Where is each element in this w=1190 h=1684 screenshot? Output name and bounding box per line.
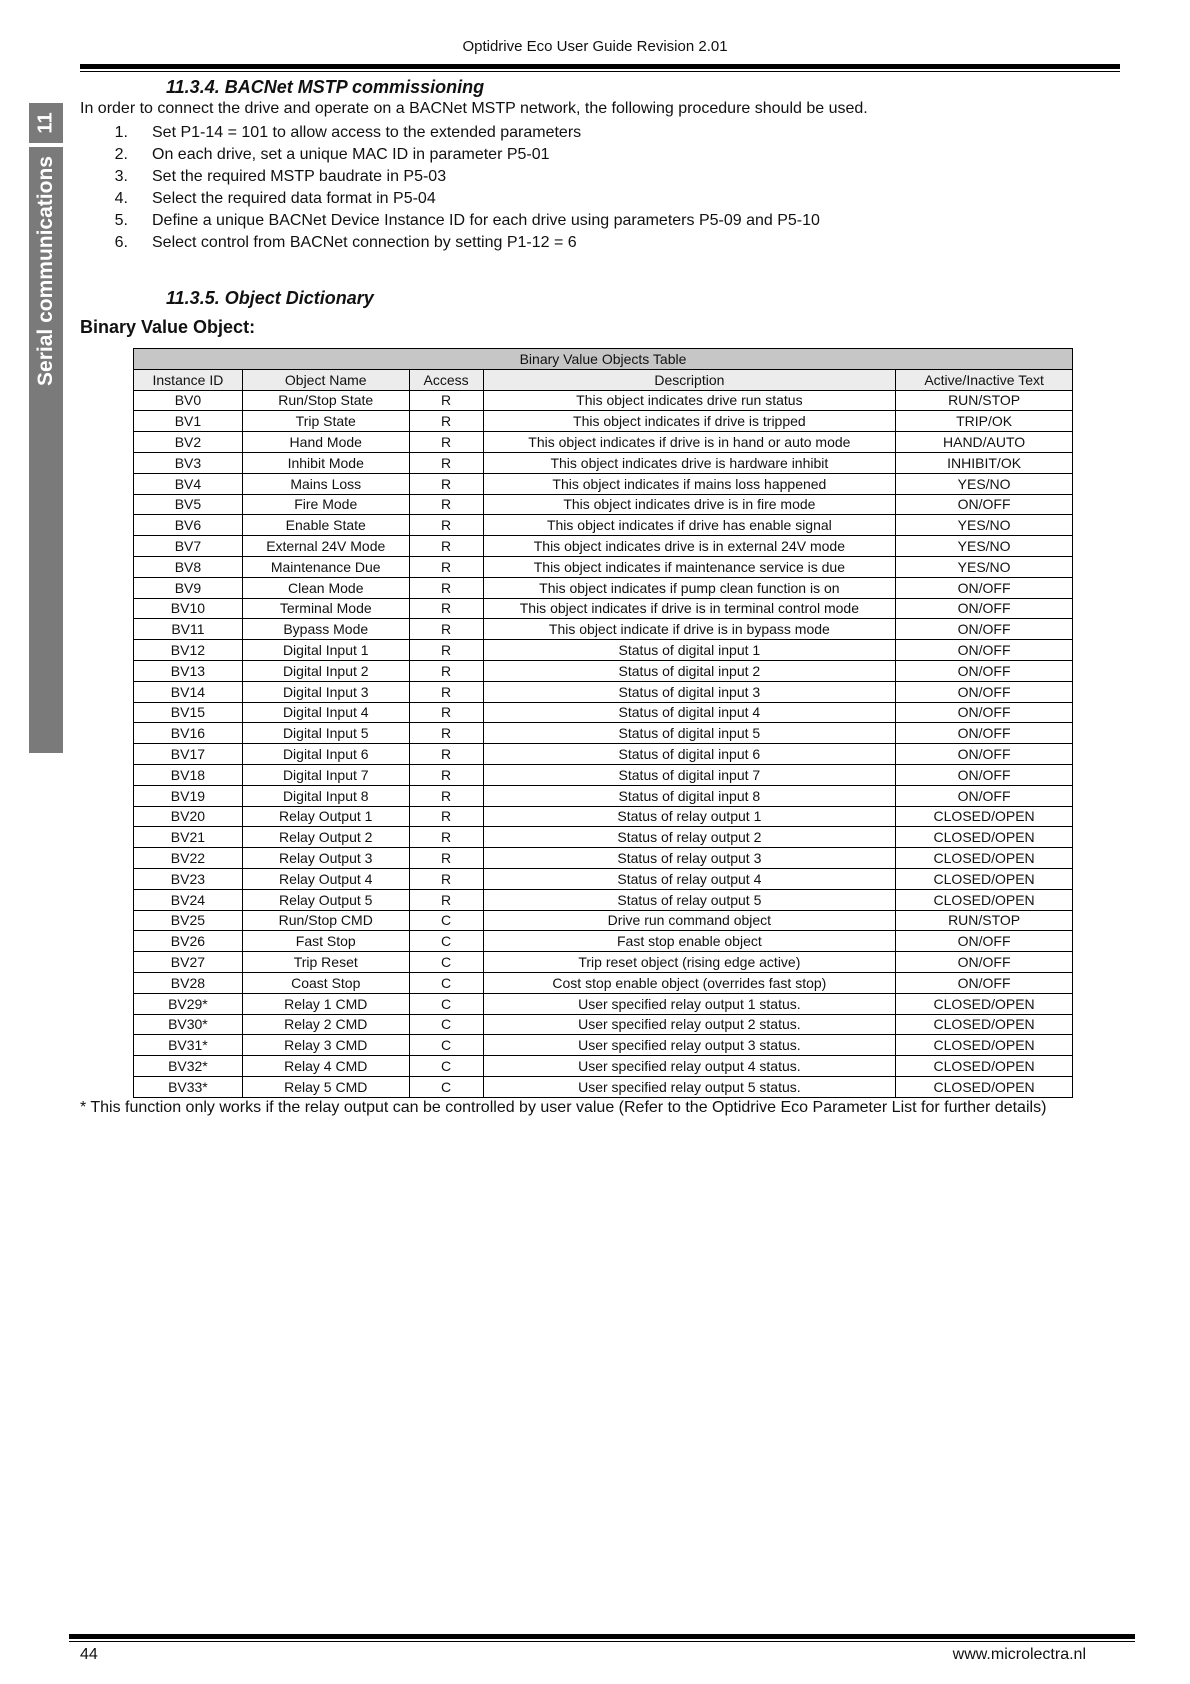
active-inactive-text-cell: ON/OFF (896, 952, 1073, 973)
access-cell: C (409, 952, 483, 973)
access-cell: R (409, 556, 483, 577)
step-text: Set the required MSTP baudrate in P5-03 (152, 168, 447, 185)
page-header-title: Optidrive Eco User Guide Revision 2.01 (462, 38, 728, 55)
object-name-cell: Digital Input 4 (242, 702, 409, 723)
step-text: Select the required data format in P5-04 (152, 190, 436, 207)
instance-id-cell: BV12 (134, 640, 243, 661)
instance-id-cell: BV16 (134, 723, 243, 744)
instance-id-cell: BV33* (134, 1076, 243, 1097)
access-cell: R (409, 536, 483, 557)
column-header: Access (409, 369, 483, 390)
table-row (134, 723, 1073, 744)
column-header: Instance ID (134, 369, 243, 390)
instance-id-cell: BV11 (134, 619, 243, 640)
instance-id-cell: BV2 (134, 432, 243, 453)
active-inactive-text-cell: RUN/STOP (896, 910, 1073, 931)
description-cell: Status of digital input 8 (483, 785, 896, 806)
active-inactive-text-cell: ON/OFF (896, 764, 1073, 785)
procedure-step (80, 144, 820, 166)
step-number: 2. (114, 146, 128, 163)
instance-id-cell: BV26 (134, 931, 243, 952)
table-row (134, 473, 1073, 494)
table-row (134, 536, 1073, 557)
footnote: * This function only works if the relay output can be controlled by user value (Refer to the Optidrive Eco Parameter List for further details) (80, 1099, 1047, 1116)
instance-id-cell: BV23 (134, 868, 243, 889)
object-name-cell: Coast Stop (242, 972, 409, 993)
object-name-cell: Enable State (242, 515, 409, 536)
section-heading-dictionary: 11.3.5. Object Dictionary (166, 288, 374, 308)
instance-id-cell: BV30* (134, 1014, 243, 1035)
object-name-cell: Mains Loss (242, 473, 409, 494)
object-name-cell: Relay Output 2 (242, 827, 409, 848)
instance-id-cell: BV6 (134, 515, 243, 536)
intro-paragraph: In order to connect the drive and operate on a BACNet MSTP network, the following procedure should be used. (80, 100, 868, 117)
header-rule (80, 64, 1120, 69)
table-row (134, 556, 1073, 577)
description-cell: Fast stop enable object (483, 931, 896, 952)
description-cell: This object indicates drive is in external 24V mode (483, 536, 896, 557)
step-text: Define a unique BACNet Device Instance ID for each drive using parameters P5-09 and P5-10 (152, 212, 820, 229)
chapter-number-tab (29, 103, 63, 147)
table-row (134, 390, 1073, 411)
object-name-cell: Clean Mode (242, 577, 409, 598)
table-row (134, 931, 1073, 952)
section-heading-mstp: 11.3.4. BACNet MSTP commissioning (166, 77, 485, 97)
active-inactive-text-cell: ON/OFF (896, 577, 1073, 598)
instance-id-cell: BV10 (134, 598, 243, 619)
table-row (134, 848, 1073, 869)
object-name-cell: Relay Output 4 (242, 868, 409, 889)
object-name-cell: Relay 5 CMD (242, 1076, 409, 1097)
page-number: 44 (80, 1646, 98, 1663)
instance-id-cell: BV18 (134, 764, 243, 785)
access-cell: C (409, 1014, 483, 1035)
instance-id-cell: BV28 (134, 972, 243, 993)
active-inactive-text-cell: ON/OFF (896, 744, 1073, 765)
instance-id-cell: BV31* (134, 1035, 243, 1056)
table-row (134, 640, 1073, 661)
step-number: 5. (114, 212, 128, 229)
procedure-step (80, 166, 820, 188)
instance-id-cell: BV8 (134, 556, 243, 577)
active-inactive-text-cell: ON/OFF (896, 723, 1073, 744)
description-cell: Status of digital input 1 (483, 640, 896, 661)
access-cell: R (409, 848, 483, 869)
access-cell: C (409, 1035, 483, 1056)
procedure-step (80, 232, 820, 254)
table-row (134, 411, 1073, 432)
instance-id-cell: BV17 (134, 744, 243, 765)
object-name-cell: Digital Input 8 (242, 785, 409, 806)
instance-id-cell: BV1 (134, 411, 243, 432)
object-name-cell: Digital Input 1 (242, 640, 409, 661)
table-row (134, 598, 1073, 619)
table-row (134, 702, 1073, 723)
object-name-cell: External 24V Mode (242, 536, 409, 557)
step-number: 1. (114, 124, 128, 141)
access-cell: R (409, 785, 483, 806)
access-cell: R (409, 473, 483, 494)
active-inactive-text-cell: CLOSED/OPEN (896, 848, 1073, 869)
object-name-cell: Relay 2 CMD (242, 1014, 409, 1035)
description-cell: Status of relay output 3 (483, 848, 896, 869)
active-inactive-text-cell: ON/OFF (896, 972, 1073, 993)
table-row (134, 806, 1073, 827)
instance-id-cell: BV29* (134, 993, 243, 1014)
instance-id-cell: BV4 (134, 473, 243, 494)
table-body (134, 390, 1073, 1097)
active-inactive-text-cell: CLOSED/OPEN (896, 1076, 1073, 1097)
step-number: 4. (114, 190, 128, 207)
description-cell: This object indicates if maintenance service is due (483, 556, 896, 577)
table-row (134, 972, 1073, 993)
step-number: 3. (114, 168, 128, 185)
description-cell: Status of relay output 1 (483, 806, 896, 827)
object-name-cell: Relay Output 3 (242, 848, 409, 869)
active-inactive-text-cell: YES/NO (896, 556, 1073, 577)
object-name-cell: Bypass Mode (242, 619, 409, 640)
description-cell: Status of relay output 2 (483, 827, 896, 848)
access-cell: C (409, 972, 483, 993)
table-row (134, 785, 1073, 806)
access-cell: R (409, 660, 483, 681)
description-cell: This object indicates if pump clean function is on (483, 577, 896, 598)
table-row (134, 494, 1073, 515)
active-inactive-text-cell: CLOSED/OPEN (896, 868, 1073, 889)
object-name-cell: Relay Output 1 (242, 806, 409, 827)
access-cell: R (409, 640, 483, 661)
instance-id-cell: BV19 (134, 785, 243, 806)
object-name-cell: Relay 1 CMD (242, 993, 409, 1014)
chapter-number: 11 (34, 112, 57, 134)
description-cell: Status of relay output 4 (483, 868, 896, 889)
step-text: On each drive, set a unique MAC ID in parameter P5-01 (152, 146, 550, 163)
active-inactive-text-cell: YES/NO (896, 473, 1073, 494)
object-name-cell: Digital Input 3 (242, 681, 409, 702)
table-row (134, 577, 1073, 598)
column-header: Description (483, 369, 896, 390)
table-row (134, 619, 1073, 640)
active-inactive-text-cell: ON/OFF (896, 598, 1073, 619)
column-header: Object Name (242, 369, 409, 390)
table-row (134, 764, 1073, 785)
instance-id-cell: BV21 (134, 827, 243, 848)
description-cell: Status of digital input 7 (483, 764, 896, 785)
object-name-cell: Fire Mode (242, 494, 409, 515)
table-row (134, 1035, 1073, 1056)
table-row (134, 1014, 1073, 1035)
table-row (134, 868, 1073, 889)
table-row (134, 1056, 1073, 1077)
object-name-cell: Trip State (242, 411, 409, 432)
table-caption: Binary Value Objects Table (134, 349, 1073, 370)
active-inactive-text-cell: ON/OFF (896, 494, 1073, 515)
access-cell: C (409, 910, 483, 931)
active-inactive-text-cell: ON/OFF (896, 702, 1073, 723)
description-cell: This object indicates drive run status (483, 390, 896, 411)
table-row (134, 889, 1073, 910)
description-cell: User specified relay output 1 status. (483, 993, 896, 1014)
active-inactive-text-cell: ON/OFF (896, 660, 1073, 681)
description-cell: This object indicate if drive is in bypass mode (483, 619, 896, 640)
active-inactive-text-cell: YES/NO (896, 536, 1073, 557)
footer-url: www.microlectra.nl (952, 1646, 1086, 1663)
access-cell: C (409, 993, 483, 1014)
footer-rule-thin (69, 1641, 1135, 1642)
object-name-cell: Hand Mode (242, 432, 409, 453)
access-cell: R (409, 390, 483, 411)
object-name-cell: Digital Input 5 (242, 723, 409, 744)
instance-id-cell: BV5 (134, 494, 243, 515)
access-cell: R (409, 411, 483, 432)
active-inactive-text-cell: ON/OFF (896, 619, 1073, 640)
procedure-step (80, 210, 820, 232)
active-inactive-text-cell: ON/OFF (896, 785, 1073, 806)
active-inactive-text-cell: INHIBIT/OK (896, 452, 1073, 473)
table-row (134, 432, 1073, 453)
access-cell: R (409, 598, 483, 619)
active-inactive-text-cell: TRIP/OK (896, 411, 1073, 432)
object-name-cell: Relay Output 5 (242, 889, 409, 910)
access-cell: R (409, 577, 483, 598)
description-cell: This object indicates if drive has enable signal (483, 515, 896, 536)
active-inactive-text-cell: RUN/STOP (896, 390, 1073, 411)
object-name-cell: Digital Input 7 (242, 764, 409, 785)
object-name-cell: Run/Stop State (242, 390, 409, 411)
description-cell: This object indicates if drive is tripped (483, 411, 896, 432)
table-row (134, 910, 1073, 931)
object-name-cell: Inhibit Mode (242, 452, 409, 473)
access-cell: R (409, 452, 483, 473)
active-inactive-text-cell: CLOSED/OPEN (896, 1035, 1073, 1056)
description-cell: Status of digital input 5 (483, 723, 896, 744)
description-cell: User specified relay output 4 status. (483, 1056, 896, 1077)
instance-id-cell: BV20 (134, 806, 243, 827)
instance-id-cell: BV13 (134, 660, 243, 681)
chapter-label-tab (29, 151, 63, 391)
description-cell: Drive run command object (483, 910, 896, 931)
table-row (134, 452, 1073, 473)
access-cell: R (409, 889, 483, 910)
description-cell: This object indicates if drive is in terminal control mode (483, 598, 896, 619)
table-row (134, 993, 1073, 1014)
table-row (134, 952, 1073, 973)
description-cell: Cost stop enable object (overrides fast stop) (483, 972, 896, 993)
active-inactive-text-cell: ON/OFF (896, 681, 1073, 702)
object-name-cell: Run/Stop CMD (242, 910, 409, 931)
table-row (134, 660, 1073, 681)
instance-id-cell: BV3 (134, 452, 243, 473)
description-cell: User specified relay output 3 status. (483, 1035, 896, 1056)
binary-value-object-label: Binary Value Object: (80, 317, 256, 337)
object-name-cell: Digital Input 2 (242, 660, 409, 681)
instance-id-cell: BV25 (134, 910, 243, 931)
instance-id-cell: BV9 (134, 577, 243, 598)
description-cell: Status of digital input 6 (483, 744, 896, 765)
access-cell: R (409, 827, 483, 848)
description-cell: Status of digital input 4 (483, 702, 896, 723)
table-row (134, 1076, 1073, 1097)
access-cell: C (409, 1076, 483, 1097)
binary-value-objects-table (133, 348, 1073, 1098)
object-name-cell: Digital Input 6 (242, 744, 409, 765)
description-cell: User specified relay output 5 status. (483, 1076, 896, 1097)
active-inactive-text-cell: CLOSED/OPEN (896, 806, 1073, 827)
chapter-label: Serial communications (34, 156, 57, 386)
instance-id-cell: BV24 (134, 889, 243, 910)
object-name-cell: Fast Stop (242, 931, 409, 952)
object-name-cell: Relay 4 CMD (242, 1056, 409, 1077)
footer-rule (69, 1634, 1135, 1639)
access-cell: R (409, 681, 483, 702)
access-cell: R (409, 723, 483, 744)
table-row (134, 515, 1073, 536)
description-cell: Trip reset object (rising edge active) (483, 952, 896, 973)
object-name-cell: Trip Reset (242, 952, 409, 973)
access-cell: R (409, 515, 483, 536)
procedure-steps-list (80, 122, 820, 254)
access-cell: C (409, 931, 483, 952)
description-cell: Status of digital input 2 (483, 660, 896, 681)
description-cell: User specified relay output 2 status. (483, 1014, 896, 1035)
instance-id-cell: BV27 (134, 952, 243, 973)
access-cell: R (409, 868, 483, 889)
active-inactive-text-cell: ON/OFF (896, 640, 1073, 661)
instance-id-cell: BV7 (134, 536, 243, 557)
description-cell: Status of relay output 5 (483, 889, 896, 910)
instance-id-cell: BV0 (134, 390, 243, 411)
access-cell: R (409, 806, 483, 827)
active-inactive-text-cell: ON/OFF (896, 931, 1073, 952)
table-header-row (134, 369, 1073, 390)
step-text: Select control from BACNet connection by setting P1-12 = 6 (152, 234, 577, 251)
instance-id-cell: BV22 (134, 848, 243, 869)
table-row (134, 681, 1073, 702)
access-cell: R (409, 494, 483, 515)
table-row (134, 827, 1073, 848)
description-cell: This object indicates drive is hardware inhibit (483, 452, 896, 473)
description-cell: This object indicates drive is in fire mode (483, 494, 896, 515)
active-inactive-text-cell: YES/NO (896, 515, 1073, 536)
step-number: 6. (114, 234, 128, 251)
step-text: Set P1-14 = 101 to allow access to the extended parameters (152, 124, 582, 141)
instance-id-cell: BV14 (134, 681, 243, 702)
active-inactive-text-cell: HAND/AUTO (896, 432, 1073, 453)
active-inactive-text-cell: CLOSED/OPEN (896, 1056, 1073, 1077)
active-inactive-text-cell: CLOSED/OPEN (896, 993, 1073, 1014)
object-name-cell: Relay 3 CMD (242, 1035, 409, 1056)
object-name-cell: Maintenance Due (242, 556, 409, 577)
active-inactive-text-cell: CLOSED/OPEN (896, 889, 1073, 910)
description-cell: This object indicates if drive is in hand or auto mode (483, 432, 896, 453)
active-inactive-text-cell: CLOSED/OPEN (896, 827, 1073, 848)
access-cell: R (409, 702, 483, 723)
access-cell: R (409, 744, 483, 765)
instance-id-cell: BV32* (134, 1056, 243, 1077)
header-rule-thin (80, 71, 1120, 72)
access-cell: R (409, 619, 483, 640)
table-row (134, 744, 1073, 765)
instance-id-cell: BV15 (134, 702, 243, 723)
active-inactive-text-cell: CLOSED/OPEN (896, 1014, 1073, 1035)
object-name-cell: Terminal Mode (242, 598, 409, 619)
description-cell: This object indicates if mains loss happened (483, 473, 896, 494)
access-cell: R (409, 764, 483, 785)
description-cell: Status of digital input 3 (483, 681, 896, 702)
column-header: Active/Inactive Text (896, 369, 1073, 390)
access-cell: R (409, 432, 483, 453)
access-cell: C (409, 1056, 483, 1077)
procedure-step (80, 188, 820, 210)
procedure-step (80, 122, 820, 144)
